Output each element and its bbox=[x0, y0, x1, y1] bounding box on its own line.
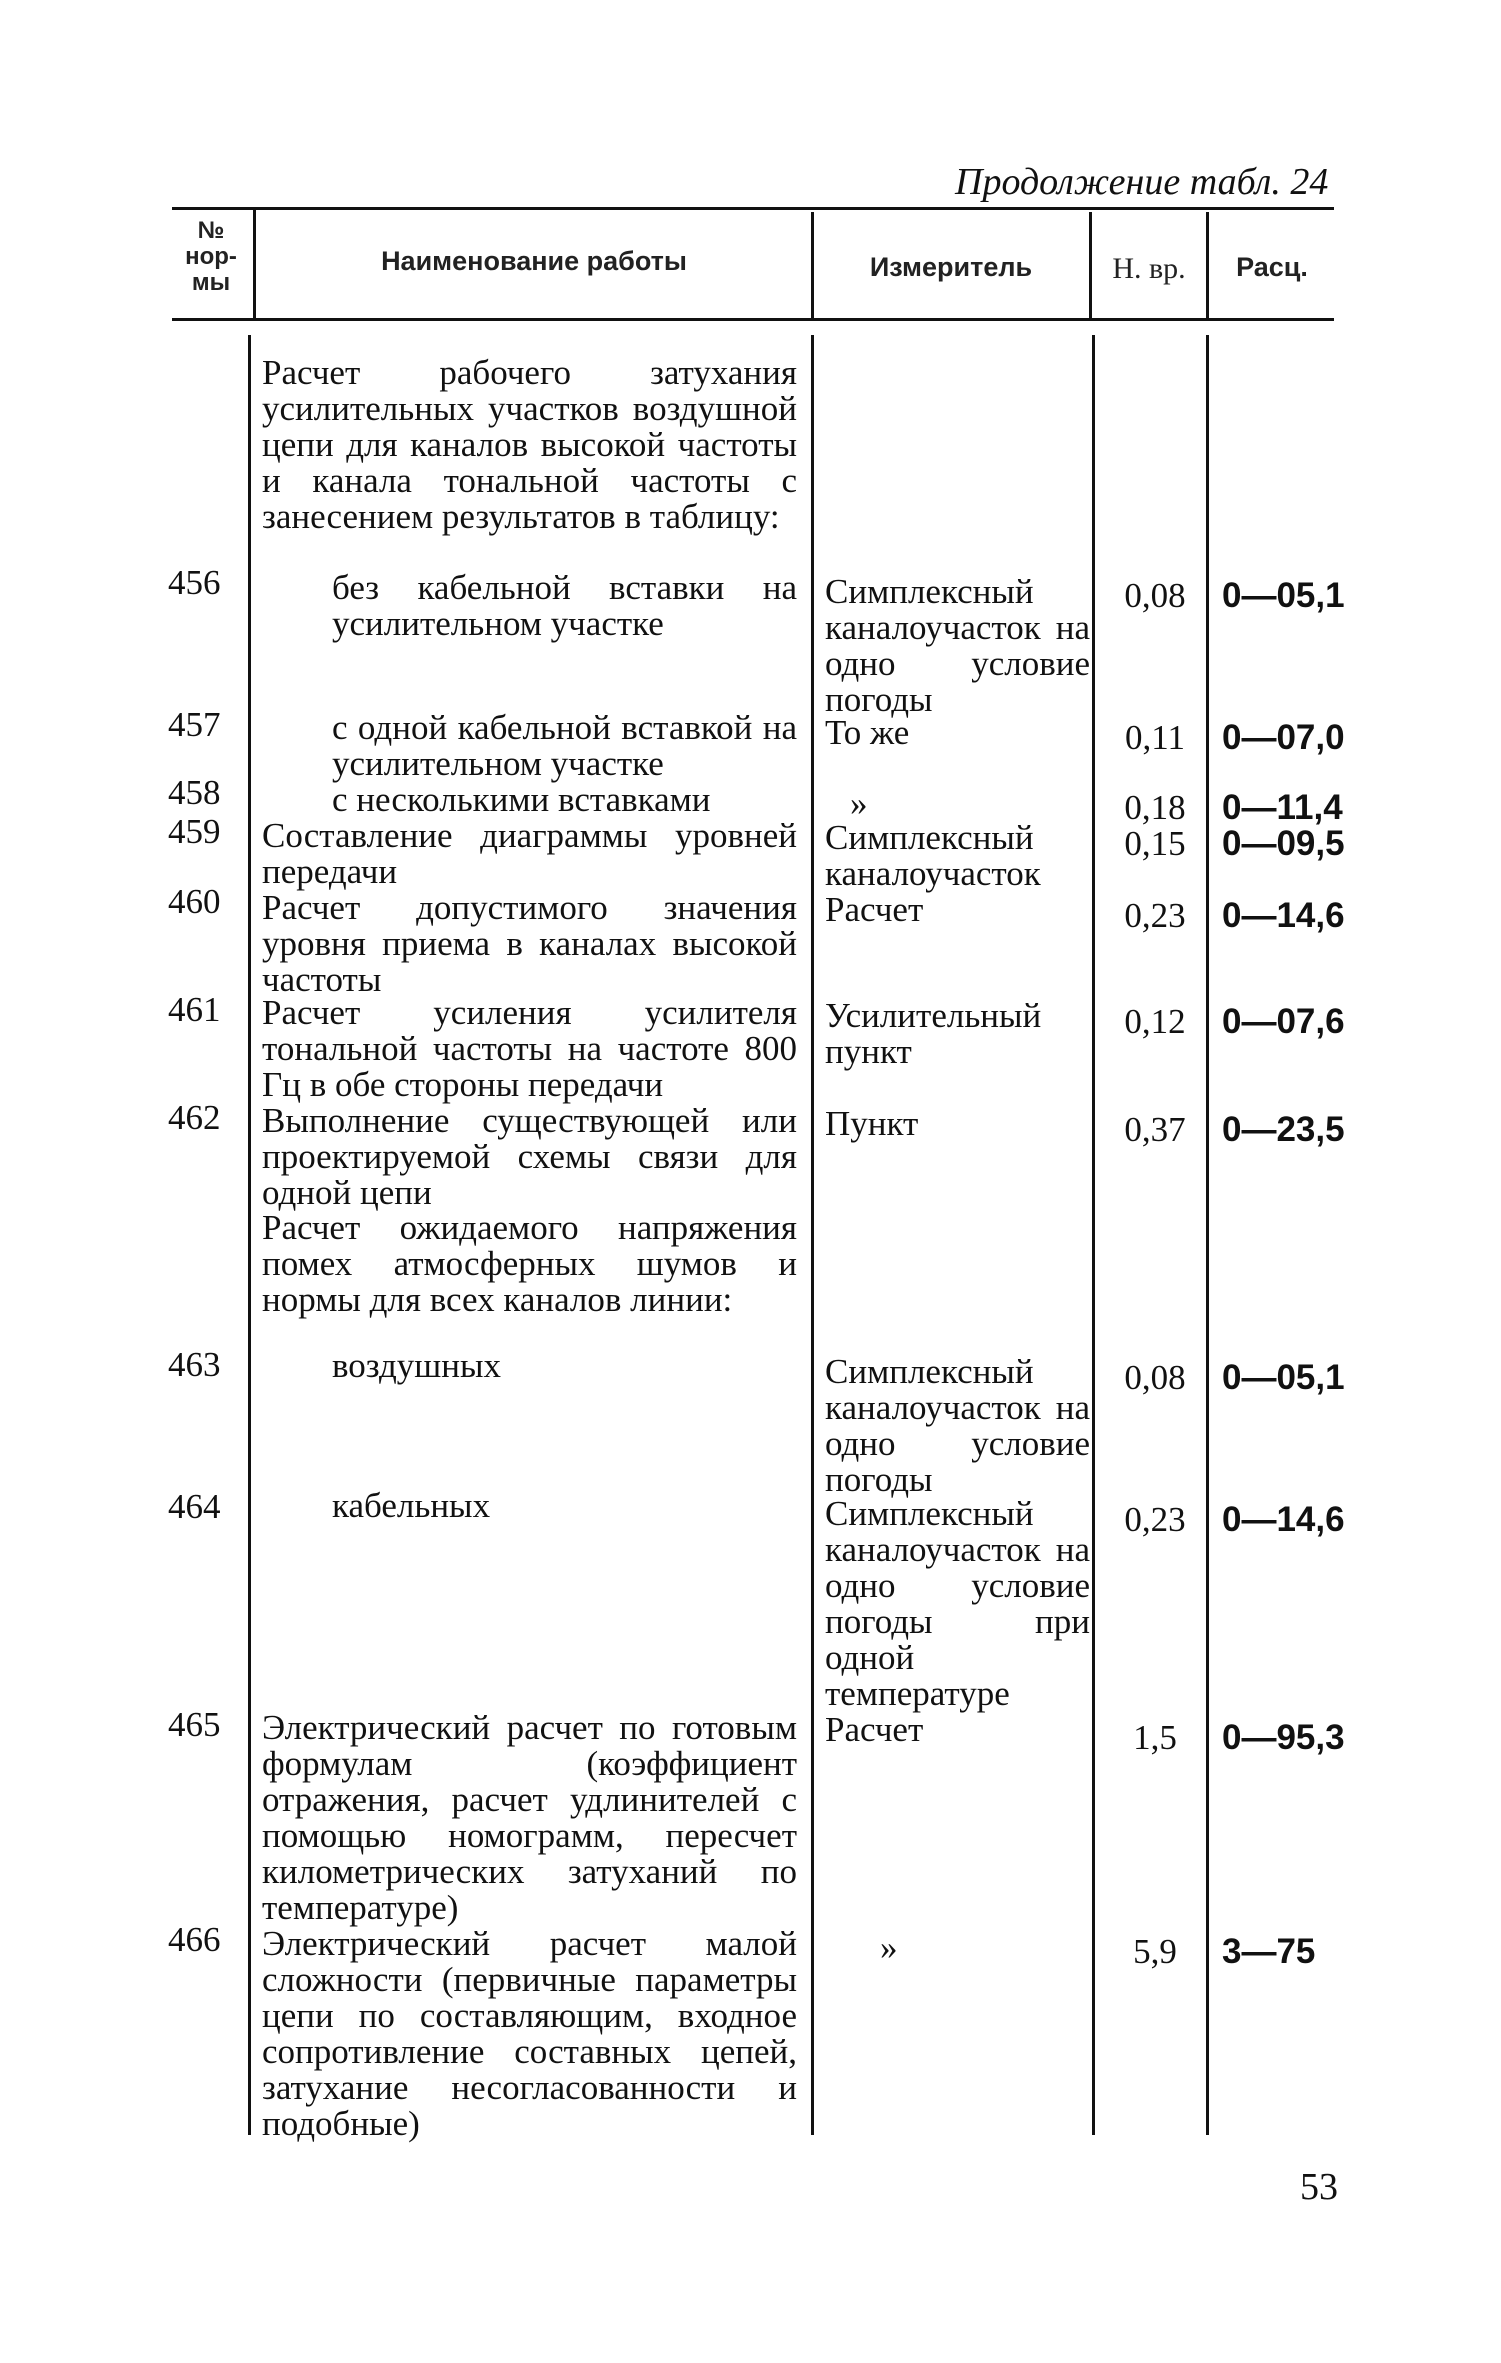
row-description: с одной кабельной вставкой на усилительном участке bbox=[332, 708, 797, 783]
row-unit: Симплексный каналоучасток на одно условие погоды bbox=[825, 1352, 1090, 1499]
body-divider-3 bbox=[1092, 335, 1095, 2135]
table-continuation-title: Продолжение табл. 24 bbox=[955, 161, 1329, 203]
row-hours: 0,08 bbox=[1124, 576, 1186, 615]
row-number: 461 bbox=[168, 990, 221, 1029]
row-number: 465 bbox=[168, 1705, 221, 1744]
row-hours: 1,5 bbox=[1133, 1718, 1177, 1757]
row-hours: 5,9 bbox=[1133, 1932, 1177, 1971]
page-number: 53 bbox=[1300, 2166, 1338, 2208]
row-unit: Расчет bbox=[825, 1710, 924, 1749]
header-unit-col: Измеритель bbox=[869, 252, 1033, 282]
row-hours: 0,15 bbox=[1124, 824, 1186, 863]
body-divider-1 bbox=[248, 335, 251, 2135]
header-divider-4 bbox=[1206, 212, 1209, 319]
row-description: Электрический расчет по готовым формулам (коэффициент отражения, расчет удлинителей с помощью номограмм, пересчет километрических затуханий по температуре) bbox=[262, 1708, 797, 1927]
row-hours: 0,11 bbox=[1125, 718, 1185, 757]
row-unit: Усилительный пункт bbox=[825, 996, 1042, 1071]
row-number: 462 bbox=[168, 1098, 221, 1137]
row-description: без кабельной вставки на усилительном участке bbox=[332, 568, 797, 643]
header-bottom-rule bbox=[172, 318, 1334, 321]
row-rate: 0—05,1 bbox=[1222, 576, 1345, 615]
header-top-rule bbox=[172, 207, 1334, 210]
row-unit: То же bbox=[825, 713, 910, 752]
row-rate: 0—05,1 bbox=[1222, 1358, 1345, 1397]
row-rate: 0—09,5 bbox=[1222, 824, 1345, 863]
header-divider-1 bbox=[253, 207, 256, 319]
header-hours-col: Н. вр. bbox=[1112, 252, 1186, 285]
header-num-line2: нор- bbox=[185, 243, 237, 270]
row-hours: 0,23 bbox=[1124, 1500, 1186, 1539]
row-number: 457 bbox=[168, 705, 221, 744]
row-unit: Симплексный каналоучасток bbox=[825, 818, 1041, 893]
row-rate: 0—14,6 bbox=[1222, 1500, 1345, 1539]
row-hours: 0,12 bbox=[1124, 1002, 1186, 1041]
row-description: Составление диаграммы уровней передачи bbox=[262, 816, 797, 891]
body-divider-4 bbox=[1206, 335, 1209, 2135]
header-num-line1: № bbox=[197, 217, 225, 244]
row-rate: 0—11,4 bbox=[1222, 788, 1343, 827]
group-intro-noise: Расчет ожидаемого напряжения помех атмосферных шумов и нормы для всех каналов линии: bbox=[262, 1208, 797, 1319]
body-divider-2 bbox=[811, 335, 814, 2135]
group-intro-attenuation: Расчет рабочего затухания усилительных участков воздушной цепи для каналов высокой частоты и канала тональной частоты с занесением результатов в таблицу: bbox=[262, 353, 797, 536]
row-number: 458 bbox=[168, 773, 221, 812]
row-hours: 0,18 bbox=[1124, 788, 1186, 827]
row-description: кабельных bbox=[332, 1486, 491, 1525]
row-unit: Расчет bbox=[825, 890, 924, 929]
row-hours: 0,37 bbox=[1124, 1110, 1186, 1149]
row-rate: 0—07,6 bbox=[1222, 1002, 1345, 1041]
row-number: 466 bbox=[168, 1920, 221, 1959]
row-unit: » bbox=[850, 784, 868, 823]
header-divider-2 bbox=[811, 212, 814, 319]
row-rate: 0—23,5 bbox=[1222, 1110, 1345, 1149]
row-unit: Пункт bbox=[825, 1104, 919, 1143]
row-number: 459 bbox=[168, 812, 221, 851]
row-rate: 0—95,3 bbox=[1222, 1718, 1345, 1757]
header-name-col: Наименование работы bbox=[381, 246, 687, 276]
row-rate: 0—07,0 bbox=[1222, 718, 1345, 757]
header-divider-3 bbox=[1089, 212, 1092, 319]
header-num-line3: мы bbox=[191, 269, 231, 296]
row-number: 464 bbox=[168, 1487, 221, 1526]
row-description: Электрический расчет малой сложности (первичные параметры цепи по составляющим, входное сопротивление составных цепей, затухание несогласованности и подобные) bbox=[262, 1924, 797, 2143]
row-unit: » bbox=[880, 1928, 898, 1967]
row-hours: 0,08 bbox=[1124, 1358, 1186, 1397]
row-rate: 0—14,6 bbox=[1222, 896, 1345, 935]
row-description: Расчет допустимого значения уровня приема в каналах высокой частоты bbox=[262, 888, 797, 999]
row-description: воздушных bbox=[332, 1346, 501, 1385]
header-num-col bbox=[172, 218, 250, 296]
row-unit: Симплексный каналоучасток на одно условие погоды при одной температуре bbox=[825, 1494, 1090, 1713]
row-description: с несколькими вставками bbox=[332, 780, 711, 819]
row-number: 456 bbox=[168, 563, 221, 602]
row-description: Расчет усиления усилителя тональной частоты на частоте 800 Гц в обе стороны передачи bbox=[262, 993, 797, 1104]
header-rate-col: Расц. bbox=[1236, 252, 1308, 282]
row-rate: 3—75 bbox=[1222, 1932, 1316, 1971]
row-number: 463 bbox=[168, 1345, 221, 1384]
row-unit: Симплексный каналоучасток на одно условие погоды bbox=[825, 572, 1090, 719]
row-number: 460 bbox=[168, 882, 221, 921]
row-hours: 0,23 bbox=[1124, 896, 1186, 935]
row-description: Выполнение существующей или проектируемой схемы связи для одной цепи bbox=[262, 1101, 797, 1212]
